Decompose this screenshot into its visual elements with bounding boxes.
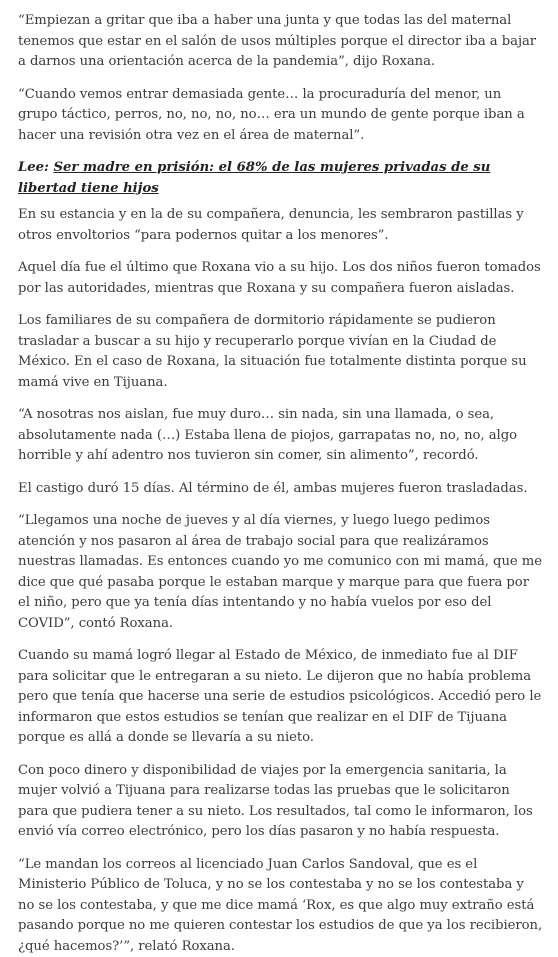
related-prefix: Lee: [18,160,49,175]
paragraph: Cuando su mamá logró llegar al Estado de México, de inmediato fue al DIF para solicitar que le entregaran a su nieto. Le dijeron que no había problema pero que tenía que hacerse una serie de estudios psicológicos. Accedió pero le informaron que estos estudios se tenían que realizar en el DIF de Tijuana porque es allá a donde se llevaría a su nieto. [18,646,544,749]
paragraph: Aquel día fue el último que Roxana vio a su hijo. Los dos niños fueron tomados por las autoridades, mientras que Roxana y su compañera fueron aisladas. [18,258,544,299]
paragraph: “Cuando vemos entrar demasiada gente… la procuraduría del menor, un grupo táctico, perros, no, no, no, no… era un mundo de gente porque iban a hacer una revisión otra vez en el área de maternal”. [18,85,544,147]
paragraph: Con poco dinero y disponibilidad de viajes por la emergencia sanitaria, la mujer volvió a Tijuana para realizarse todas las pruebas que le solicitaron para que pudiera tener a su nieto. Los resultados, tal como le informaron, los envió vía correo electrónico, pero los días pasaron y no había respuesta. [18,761,544,843]
related-article [18,158,544,199]
related-article-link[interactable]: Ser madre en prisión: el 68% de las mujeres privadas de su libertad tiene hijos [18,160,490,196]
paragraph: “Empiezan a gritar que iba a haber una junta y que todas las del maternal tenemos que estar en el salón de usos múltiples porque el director iba a bajar a darnos una orientación acerca de la pandemia”, dijo Roxana. [18,11,544,73]
paragraph: “Llegamos una noche de jueves y al día viernes, y luego luego pedimos atención y nos pasaron al área de trabajo social para que realizáramos nuestras llamadas. Es entonces cuando yo me comunico con mi mamá, que me dice que qué pasaba porque le estaban marque y marque para que fuera por el niño, pero que ya tenía días intentando y no había vuelos por eso del COVID”, contó Roxana. [18,511,544,634]
paragraph: “A nosotras nos aislan, fue muy duro… sin nada, sin una llamada, o sea, absolutamente nada (…) Estaba llena de piojos, garrapatas no, no, no, algo horrible y ahí adentro nos tuvieron sin comer, sin alimento”, recordó. [18,405,544,467]
paragraph: Los familiares de su compañera de dormitorio rápidamente se pudieron trasladar a buscar a su hijo y recuperarlo porque vivían en la Ciudad de México. En el caso de Roxana, la situación fue totalmente distinta porque su mamá vive en Tijuana. [18,311,544,393]
paragraph: El castigo duró 15 días. Al término de él, ambas mujeres fueron trasladadas. [18,479,544,500]
paragraph: En su estancia y en la de su compañera, denuncia, les sembraron pastillas y otros envoltorios “para podernos quitar a los menores”. [18,205,544,246]
paragraph: “Le mandan los correos al licenciado Juan Carlos Sandoval, que es el Ministerio Público de Toluca, y no se los contestaba y no se los contestaba y no se los contestaba, y que me dice mamá ‘Rox, es que algo muy extraño está pasando porque no me quieren contestar los estudios de que ya los recibieron, ¿qué hacemos?’”, relató Roxana. [18,855,544,957]
